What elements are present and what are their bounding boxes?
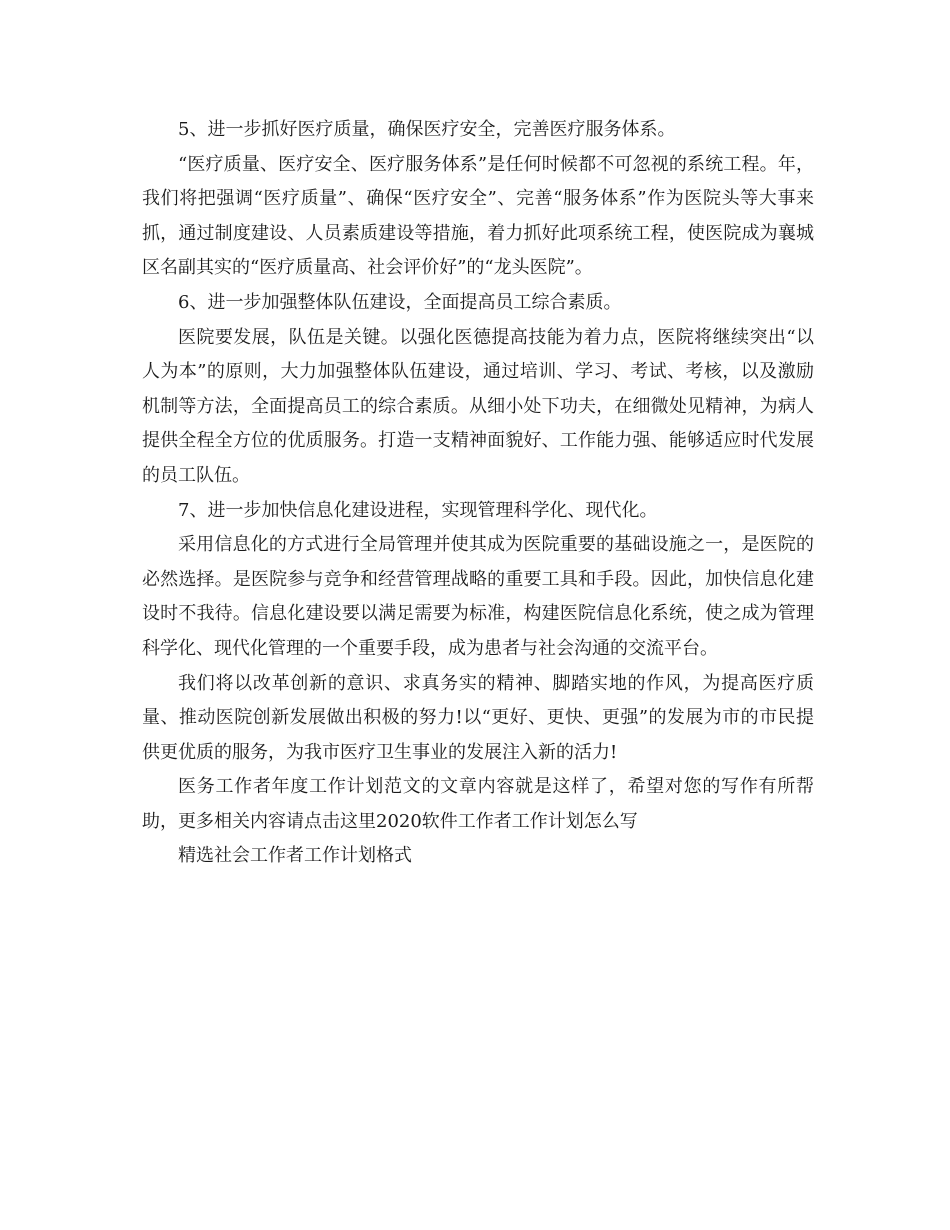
document-body: [142, 113, 814, 874]
paragraph-related-title: 精选社会工作者工作计划格式: [178, 845, 412, 867]
paragraph: “医疗质量、医疗安全、医疗服务体系”是任何时候都不可忽视的系统工程。年，我们将把强调“医疗质量”、确保“医疗安全”、完善“服务体系”作为医院头等大事来抓，通过制度建设、人员素质建设等措施，着力抓好此项系统工程，使医院成为襄城区名副其实的“医疗质量高、社会评价好”的“龙头医院”。: [142, 153, 814, 279]
paragraph-heading-6: 6、进一步加强整体队伍建设，全面提高员工综合素质。: [178, 291, 622, 313]
paragraph-related-link: 医务工作者年度工作计划范文的文章内容就是这样了，希望对您的写作有所帮助，更多相关内容请点击这里2020软件工作者工作计划怎么写: [142, 776, 814, 832]
paragraph-heading-7: 7、进一步加快信息化建设进程，实现管理科学化、现代化。: [178, 499, 658, 521]
paragraph: 采用信息化的方式进行全局管理并使其成为医院重要的基础设施之一，是医院的必然选择。是医院参与竞争和经营管理战略的重要工具和手段。因此，加快信息化建设时不我待。信息化建设要以满足需要为标准，构建医院信息化系统，使之成为管理科学化、现代化管理的一个重要手段，成为患者与社会沟通的交流平台。: [142, 534, 814, 659]
paragraph: 我们将以改革创新的意识、求真务实的精神、脚踏实地的作风，为提高医疗质量、推动医院创新发展做出积极的努力!以“更好、更快、更强”的发展为市的市民提供更优质的服务，为我市医疗卫生事业的发展注入新的活力!: [142, 672, 814, 763]
paragraph-heading-5: 5、进一步抓好医疗质量，确保医疗安全，完善医疗服务体系。: [178, 119, 676, 140]
paragraph: 医院要发展，队伍是关键。以强化医德提高技能为着力点，医院将继续突出“以人为本”的原则，大力加强整体队伍建设，通过培训、学习、考试、考核，以及激励机制等方法，全面提高员工的综合素质。从细小处下功夫，在细微处见精神，为病人提供全程全方位的优质服务。打造一支精神面貌好、工作能力强、能够适应时代发展的员工队伍。: [142, 326, 814, 486]
